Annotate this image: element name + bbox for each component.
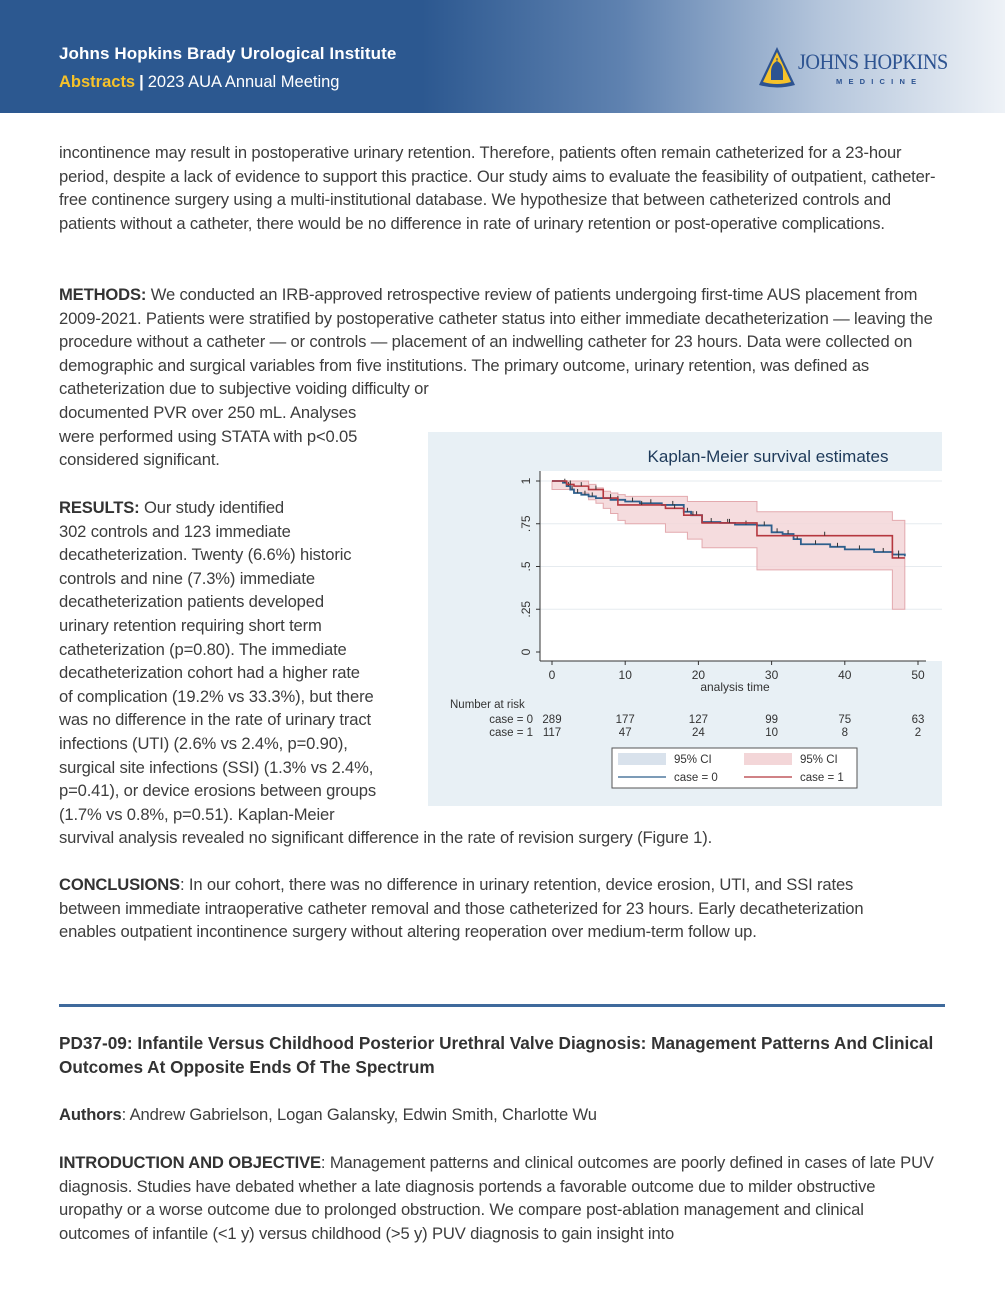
x-tick-label: 0 <box>548 668 556 682</box>
x-axis-label: analysis time <box>700 680 770 694</box>
risk-count: 99 <box>765 714 778 726</box>
conclusions-paragraph <box>59 873 919 944</box>
methods-text: We conducted an IRB-approved retrospective review of patients undergoing first-time AUS placement from 2009-2021. Patients were stratified by postoperative catheter status into either immediate decatheterization — leaving the procedure without a catheter — or controls — placement of an indwelling catheter for 23 hours. Data were collected on demographic and surgical variables from five institutions. The primary outcome, urinary retention, was defined as catheterization due to subjective voiding difficulty or <box>59 285 933 399</box>
text-line: were performed using STATA with p<0.05 <box>59 426 358 446</box>
risk-row-label: case = 1 <box>489 727 533 739</box>
kaplan-meier-figure <box>428 432 942 806</box>
risk-count: 10 <box>765 727 778 739</box>
chart-title: Kaplan-Meier survival estimates <box>647 447 889 466</box>
intro-continuation: incontinence may result in postoperative urinary retention. Therefore, patients often remain catheterized for a 23-hour period, despite a lack of evidence to support this practice. Our study aims to evaluate the feasibility of outpatient, catheter-free continence surgery using a multi-institutional database. We hypothesize that between catheterized controls and patients without a catheter, there would be no difference in rate of urinary retention or post-operative complications. <box>59 143 936 233</box>
results-paragraph <box>59 496 439 826</box>
x-tick-label: 30 <box>764 668 779 682</box>
text-line: Our study identified <box>139 498 284 517</box>
risk-count: 63 <box>911 714 925 726</box>
risk-count: 75 <box>838 714 852 726</box>
legend-label: 95% CI <box>674 754 712 766</box>
subtitle-separator: | <box>139 73 144 91</box>
text-line: decatheterization cohort had a higher rate <box>59 663 360 683</box>
text-line: p=0.41), or device erosions between groups <box>59 781 377 801</box>
text-line: surgical site infections (SSI) (1.3% vs 2.4%, <box>59 757 374 777</box>
risk-count: 24 <box>692 727 705 739</box>
methods-label: METHODS: <box>59 285 147 304</box>
dome-shield-icon <box>758 46 796 88</box>
conclusions-text: : In our cohort, there was no difference in urinary retention, device erosion, UTI, and SSI rates between immediate intraoperative catheter removal and those catheterized for 23 hours. Early decatheterization enables outpatient incontinence surgery without altering reoperation over medium-term follow up. <box>59 875 864 942</box>
text-line: 302 controls and 123 immediate <box>59 521 291 541</box>
text-line: (1.7% vs 0.8%, p=0.51). Kaplan-Meier <box>59 804 335 824</box>
risk-count: 117 <box>542 727 562 739</box>
text-line: considered significant. <box>59 450 220 470</box>
text-line: decatheterization patients developed <box>59 592 324 612</box>
y-tick-label: .75 <box>519 515 533 533</box>
abstracts-label: Abstracts <box>59 73 136 91</box>
intro-objective-text: : Management patterns and clinical outcomes are poorly defined in cases of late PUV diagnosis. Studies have debated whether a late diagnosis portends a favorable outcome due to milder obstructive uropathy or a worse outcome due to prolonged obstruction. We compare post-ablation management and clinical outcomes of infantile (<1 y) versus childhood (>5 y) PUV diagnosis to gain insight into <box>59 1153 934 1243</box>
risk-count: 8 <box>841 727 849 739</box>
legend-label: case = 0 <box>674 772 718 784</box>
legend-label: 95% CI <box>800 754 838 766</box>
x-tick-label: 10 <box>618 668 632 682</box>
text-line: documented PVR over 250 mL. Analyses <box>59 403 357 422</box>
meeting-name: 2023 AUA Annual Meeting <box>147 73 340 91</box>
johns-hopkins-logo <box>758 46 958 92</box>
x-tick-label: 50 <box>911 668 925 682</box>
y-tick-label: .5 <box>519 561 533 572</box>
page-header <box>0 0 1005 113</box>
logo-subtext: MEDICINE <box>836 77 923 86</box>
legend-label: case = 1 <box>800 772 844 784</box>
results-final-line: survival analysis revealed no significant difference in the rate of revision surgery (Figure 1). <box>59 828 713 847</box>
text-line: was no difference in the rate of urinary tract <box>59 710 371 730</box>
number-at-risk-label: Number at risk <box>450 699 525 711</box>
methods-paragraph <box>59 283 939 401</box>
risk-count: 2 <box>914 727 922 739</box>
risk-count: 289 <box>542 714 562 726</box>
institute-title: Johns Hopkins Brady Urological Institute <box>59 44 397 63</box>
intro-objective-paragraph <box>59 1151 934 1245</box>
conclusions-label: CONCLUSIONS <box>59 875 180 894</box>
text-line: catheterization (p=0.80). The immediate <box>59 639 347 659</box>
text-line: infections (UTI) (2.6% vs 2.4%, p=0.90), <box>59 733 348 753</box>
y-tick-label: .25 <box>519 600 533 618</box>
km-chart <box>428 432 942 806</box>
section-divider <box>59 1004 945 1007</box>
y-tick-label: 1 <box>519 477 533 485</box>
authors-text: : Andrew Gabrielson, Logan Galansky, Edwin Smith, Charlotte Wu <box>121 1105 597 1124</box>
header-subtitle <box>59 73 339 92</box>
risk-row-label: case = 0 <box>489 714 533 726</box>
intro-objective-label: INTRODUCTION AND OBJECTIVE <box>59 1153 321 1172</box>
risk-count: 47 <box>618 727 632 739</box>
x-tick-label: 20 <box>691 668 706 682</box>
logo-wordmark: JOHNS HOPKINS <box>798 49 948 74</box>
results-label: RESULTS: <box>59 498 140 517</box>
methods-tail <box>59 401 419 472</box>
text-line: decatheterization. Twenty (6.6%) historic <box>59 545 352 565</box>
authors-label: Authors <box>59 1105 122 1124</box>
abstract-title: PD37-09: Infantile Versus Childhood Posterior Urethral Valve Diagnosis: Management Patterns And Clinical Outcomes At Opposite Ends Of The Spectrum <box>59 1033 934 1077</box>
authors-line <box>59 1103 939 1127</box>
risk-count: 127 <box>688 714 708 726</box>
text-line: urinary retention requiring short term <box>59 615 322 635</box>
x-tick-label: 40 <box>838 668 852 682</box>
text-line: of complication (19.2% vs 33.3%), but there <box>59 686 374 706</box>
y-tick-label: 0 <box>519 648 533 656</box>
risk-count: 177 <box>615 714 635 726</box>
text-line: controls and nine (7.3%) immediate <box>59 568 315 588</box>
